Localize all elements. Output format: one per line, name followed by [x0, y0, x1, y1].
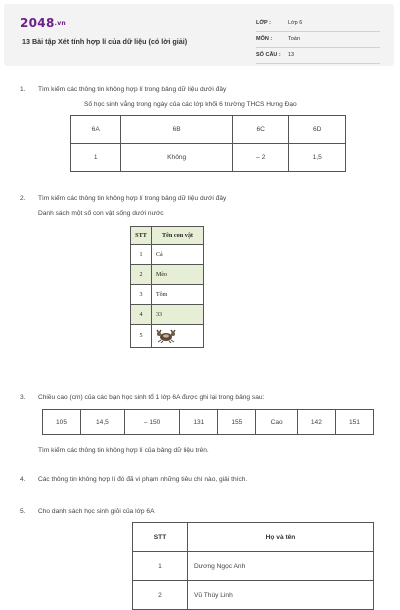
- table-cell: 155: [218, 410, 256, 435]
- table-caption: Danh sách một số con vật sống dưới nước: [38, 210, 164, 217]
- table-cell: 3: [131, 285, 152, 305]
- question-3: [20, 394, 264, 401]
- animals-table: [130, 226, 204, 348]
- question-5: [20, 508, 155, 515]
- table-cell: Vũ Thùy Linh: [188, 581, 374, 610]
- table-header-row: [133, 523, 374, 552]
- table-cell: Cá: [152, 245, 204, 265]
- question-number: 4.: [20, 476, 26, 483]
- question-2: [20, 195, 226, 202]
- table-cell: 33: [152, 305, 204, 325]
- table-cell: Không: [121, 144, 233, 172]
- table-cell: 2: [133, 581, 188, 610]
- meta-value: Toán: [288, 36, 300, 42]
- document-meta: [256, 18, 380, 66]
- logo-main: 2048: [20, 16, 55, 30]
- table-cell: Mèo: [152, 265, 204, 285]
- question-followup: Tìm kiếm các thông tin không hợp lí của bảng dữ liệu trên.: [38, 447, 209, 454]
- table-cell: 5: [131, 325, 152, 348]
- question-number: 2.: [20, 195, 26, 202]
- table-header-cell: STT: [133, 523, 188, 552]
- table-cell: [152, 325, 204, 348]
- question-4: [20, 476, 247, 483]
- question-text: Chiều cao (cm) của các bạn học sinh tổ 1 lớp 6A được ghi lại trong bảng sau:: [38, 394, 265, 401]
- meta-label: LỚP :: [256, 20, 271, 26]
- question-number: 3.: [20, 394, 26, 401]
- table-cell: 105: [43, 410, 81, 435]
- table-cell: 14,5: [81, 410, 125, 435]
- table-cell: 151: [335, 410, 373, 435]
- table-row: [71, 144, 346, 172]
- meta-value: 13: [288, 52, 295, 58]
- document-header: [4, 4, 394, 66]
- table-caption: Số học sinh vắng trong ngày của các lớp khối 6 trường THCS Hưng Đạo: [84, 101, 297, 108]
- table-row: [131, 265, 204, 285]
- table-cell: 142: [297, 410, 335, 435]
- site-logo[interactable]: [20, 16, 66, 30]
- table-cell: – 2: [232, 144, 289, 172]
- table-cell: Dương Ngọc Anh: [188, 552, 374, 581]
- table-header-row: [131, 227, 204, 245]
- table-header-cell: Tên con vật: [152, 227, 204, 245]
- table-cell: – 150: [124, 410, 179, 435]
- document-title: 13 Bài tập Xét tính hợp lí của dữ liệu (có lời giải): [22, 37, 188, 46]
- table-row: [131, 325, 204, 348]
- question-text: Tìm kiếm các thông tin không hợp lí trong bảng dữ liệu dưới đây: [38, 195, 227, 202]
- meta-row-class: [256, 18, 380, 32]
- absence-table: [70, 115, 346, 172]
- height-table: [42, 409, 374, 435]
- table-header-cell: 6B: [121, 116, 233, 144]
- table-row: [133, 552, 374, 581]
- table-header-cell: 6C: [232, 116, 289, 144]
- table-cell: 2: [131, 265, 152, 285]
- meta-row-subject: [256, 34, 380, 48]
- table-cell: 1: [133, 552, 188, 581]
- table-row: [131, 245, 204, 265]
- table-row: [133, 581, 374, 610]
- meta-label: MÔN :: [256, 36, 273, 42]
- table-cell: Tôm: [152, 285, 204, 305]
- question-number: 5.: [20, 508, 26, 515]
- question-number: 1.: [20, 86, 26, 93]
- meta-value: Lớp 6: [288, 20, 303, 26]
- students-table: [132, 522, 374, 610]
- table-header-cell: 6A: [71, 116, 121, 144]
- question-text: Cho danh sách học sinh giỏi của lớp 6A: [38, 508, 155, 515]
- question-text: Tìm kiếm các thông tin không hợp lí trong bảng dữ liệu dưới đây: [38, 86, 227, 93]
- logo-suffix: .vn: [54, 20, 66, 27]
- crab-icon: [156, 329, 176, 343]
- table-header-row: [71, 116, 346, 144]
- table-header-cell: STT: [131, 227, 152, 245]
- table-row: [131, 305, 204, 325]
- meta-label: SỐ CÂU :: [256, 52, 281, 58]
- table-header-cell: 6D: [289, 116, 346, 144]
- question-1: [20, 86, 226, 93]
- table-cell: 1: [131, 245, 152, 265]
- table-cell: Cao: [256, 410, 298, 435]
- question-text: Các thông tin không hợp lí đó đã vi phạm những tiêu chí nào, giải thích.: [38, 476, 248, 483]
- table-row: [131, 285, 204, 305]
- meta-row-count: [256, 50, 380, 64]
- table-row: [43, 410, 374, 435]
- table-cell: 4: [131, 305, 152, 325]
- table-header-cell: Họ và tên: [188, 523, 374, 552]
- table-cell: 1,5: [289, 144, 346, 172]
- table-cell: 131: [180, 410, 218, 435]
- table-cell: 1: [71, 144, 121, 172]
